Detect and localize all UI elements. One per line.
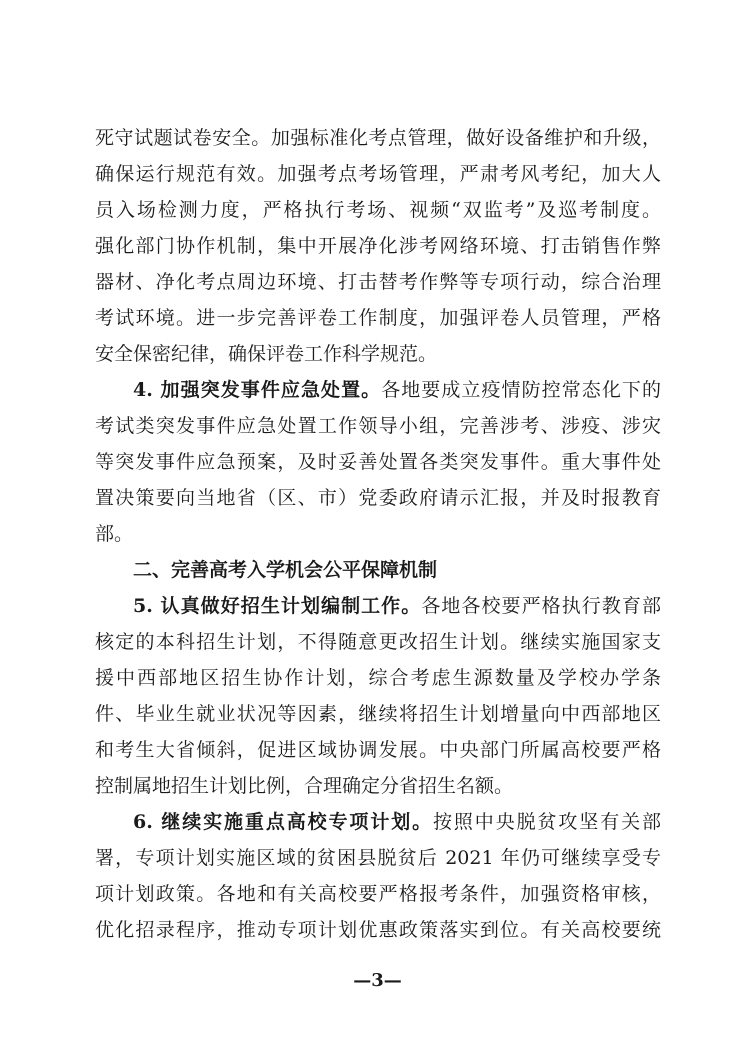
item-4-heading: 4. 加强突发事件应急处置。 [133, 379, 382, 401]
paragraph-line: 项计划政策。各地和有关高校要严格报考条件，加强资格审核， [95, 883, 661, 905]
item-6-heading: 6. 继续实施重点高校专项计划。 [133, 811, 434, 833]
paragraph-line: 员入场检测力度，严格执行考场、视频“双监考”及巡考制度。 [95, 199, 661, 221]
paragraph-line: 安全保密纪律，确保评卷工作科学规范。 [95, 343, 438, 365]
paragraph-line: 署，专项计划实施区域的贫困县脱贫后 2021 年仍可继续享受专 [95, 847, 661, 869]
paragraph-line: 置决策要向当地省（区、市）党委政府请示汇报，并及时报教育 [95, 487, 661, 509]
item-5-text: 各地各校要严格执行教育部 [421, 595, 661, 617]
paragraph-line: 援中西部地区招生协作计划，综合考虑生源数量及学校办学条 [95, 667, 661, 689]
paragraph-line: 部。 [95, 523, 134, 545]
section-heading: 二、完善高考入学机会公平保障机制 [133, 559, 438, 581]
paragraph-line: 强化部门协作机制，集中开展净化涉考网络环境、打击销售作弊 [95, 235, 661, 257]
paragraph-line: 考试环境。进一步完善评卷工作制度，加强评卷人员管理，严格 [95, 307, 661, 329]
paragraph-line: 器材、净化考点周边环境、打击替考作弊等专项行动，综合治理 [95, 271, 661, 293]
paragraph-line: 确保运行规范有效。加强考点考场管理，严肃考风考纪，加大人 [95, 163, 661, 185]
paragraph-line: 优化招录程序，推动专项计划优惠政策落实到位。有关高校要统 [95, 919, 661, 941]
item-6-first-line [133, 808, 661, 836]
paragraph-line: 控制属地招生计划比例，合理确定分省招生名额。 [95, 775, 514, 797]
paragraph-line: 死守试题试卷安全。加强标准化考点管理，做好设备维护和升级， [95, 127, 661, 149]
item-5-heading: 5. 认真做好招生计划编制工作。 [133, 595, 422, 617]
item-6-text: 按照中央脱贫攻坚有关部 [433, 811, 661, 833]
paragraph-line: 和考生大省倾斜，促进区域协调发展。中央部门所属高校要严格 [95, 739, 661, 761]
paragraph-line: 等突发事件应急预案，及时妥善处置各类突发事件。重大事件处 [95, 451, 661, 473]
item-5-first-line [133, 592, 661, 620]
paragraph-line: 件、毕业生就业状况等因素，继续将招生计划增量向中西部地区 [95, 703, 661, 725]
paragraph-line: 核定的本科招生计划，不得随意更改招生计划。继续实施国家支 [95, 631, 661, 653]
item-4-first-line [133, 376, 661, 404]
item-4-text: 各地要成立疫情防控常态化下的 [381, 379, 661, 401]
paragraph-line: 考试类突发事件应急处置工作领导小组，完善涉考、涉疫、涉灾 [95, 415, 661, 437]
page-number: —3— [353, 970, 402, 991]
